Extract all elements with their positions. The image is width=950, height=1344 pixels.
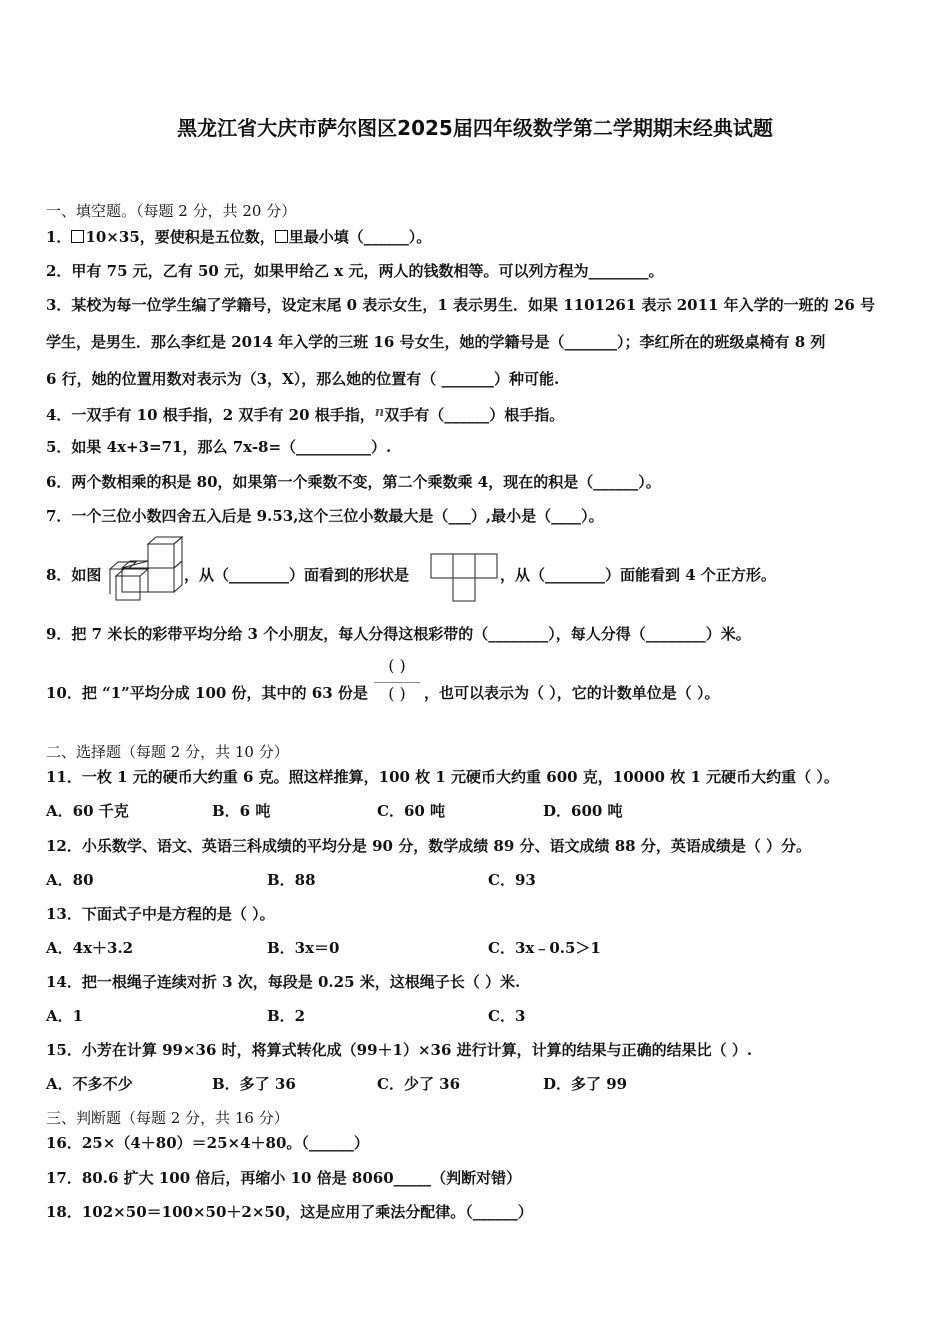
- section-choice-heading: 二、选择题（每题 2 分，共 10 分）: [46, 743, 289, 761]
- question-10-prefix: 10．把 “1”平均分成 100 份，其中的 63 份是: [46, 684, 368, 702]
- q14-option-a: A．1: [46, 1007, 84, 1025]
- question-10-suffix: ，也可以表示为（ ），它的计数单位是（ ）。: [424, 684, 720, 702]
- question-17: 17．80.6 扩大 100 倍后，再缩小 10 倍是 8060_____（判断对错）: [46, 1169, 522, 1187]
- question-12: 12．小乐数学、语文、英语三科成绩的平均分是 90 分，数学成绩 89 分、语文成绩 88 分，英语成绩是（ ）分。: [46, 837, 812, 855]
- question-13: 13．下面式子中是方程的是（ ）。: [46, 905, 275, 923]
- question-2: 2．甲有 75 元，乙有 50 元，如果甲给乙 x 元，两人的钱数相等。可以列方程为________。: [46, 262, 664, 280]
- q11-option-d: D．600 吨: [543, 802, 623, 820]
- q13-option-a: A．4x＋3.2: [46, 939, 134, 957]
- q14-option-b: B．2: [267, 1007, 306, 1025]
- q11-option-c: C．60 吨: [377, 802, 446, 820]
- q11-option-a: A．60 千克: [46, 802, 129, 820]
- question-8-prefix: 8．如图: [46, 566, 102, 584]
- section-judge-heading: 三、判断题（每题 2 分，共 16 分）: [46, 1109, 289, 1127]
- q13-option-c: C．3x﹣0.5＞1: [488, 939, 601, 957]
- question-6: 6．两个数相乘的积是 80，如果第一个乘数不变，第二个乘数乘 4，现在的积是（______）。: [46, 473, 661, 491]
- q11-option-b: B．6 吨: [212, 802, 271, 820]
- question-3-line-3: 6 行，她的位置用数对表示为（3，X），那么她的位置有（ _______）种可能.: [46, 370, 560, 388]
- view-shape-figure: [430, 553, 500, 603]
- q14-option-c: C．3: [488, 1007, 526, 1025]
- q15-option-d: D．多了 99: [543, 1075, 628, 1093]
- question-9: 9．把 7 米长的彩带平均分给 3 个小朋友，每人分得这根彩带的（________），每人分得（________）米。: [46, 625, 751, 643]
- cube-stack-figure: [102, 536, 186, 602]
- q12-option-c: C．93: [488, 871, 536, 889]
- question-5: 5．如果 4x+3=71，那么 7x-8=（__________）.: [46, 438, 392, 456]
- q15-option-a: A．不多不少: [46, 1075, 133, 1093]
- q13-option-b: B．3x＝0: [267, 939, 340, 957]
- question-11: 11．一枚 1 元的硬币大约重 6 克。照这样推算，100 枚 1 元硬币大约重 600 克，10000 枚 1 元硬币大约重（ ）。: [46, 768, 839, 786]
- q12-option-a: A．80: [46, 871, 94, 889]
- question-14: 14．把一根绳子连续对折 3 次，每段是 0.25 米，这根绳子长（ ）米.: [46, 973, 521, 991]
- section-fill-in-heading: 一、填空题。（每题 2 分，共 20 分）: [46, 202, 297, 220]
- blank-box-icon: [275, 230, 288, 243]
- question-8-middle: ，从（________）面看到的形状是: [184, 566, 410, 584]
- page-title: 黑龙江省大庆市萨尔图区2025届四年级数学第二学期期末经典试题: [177, 116, 773, 140]
- question-8-suffix: ，从（________）面能看到 4 个正方形。: [500, 566, 776, 584]
- blank-box-icon: [71, 230, 84, 243]
- question-18: 18．102×50＝100×50＋2×50，这是应用了乘法分配律。（______）: [46, 1203, 533, 1221]
- question-1: 1． 10×35，要使积是五位数， 里最小填（______）。: [46, 228, 432, 246]
- question-15: 15．小芳在计算 99×36 时，将算式转化成（99＋1）×36 进行计算，计算的结果与正确的结果比（ ）.: [46, 1041, 753, 1059]
- variable-n: n: [374, 405, 385, 420]
- question-3-line-1: 3．某校为每一位学生编了学籍号，设定末尾 0 表示女生，1 表示男生．如果 1101261 表示 2011 年入学的一班的 26 号: [46, 296, 875, 314]
- q15-option-b: B．多了 36: [212, 1075, 296, 1093]
- q15-option-c: C．少了 36: [377, 1075, 461, 1093]
- question-16: 16．25×（4＋80）＝25×4＋80。（______）: [46, 1134, 369, 1152]
- question-3-line-2: 学生，是男生．那么李红是 2014 年入学的三班 16 号女生，她的学籍号是（_______）；李红所在的班级桌椅有 8 列: [46, 333, 826, 351]
- question-4: 4．一双手有 10 根手指，2 双手有 20 根手指，n双手有（______）根手指。: [46, 405, 565, 424]
- q12-option-b: B．88: [267, 871, 316, 889]
- question-7: 7．一个三位小数四舍五入后是 9.53,这个三位小数最大是（___）,最小是（____）。: [46, 507, 604, 525]
- fraction-blank: ( ) ( ): [370, 654, 424, 710]
